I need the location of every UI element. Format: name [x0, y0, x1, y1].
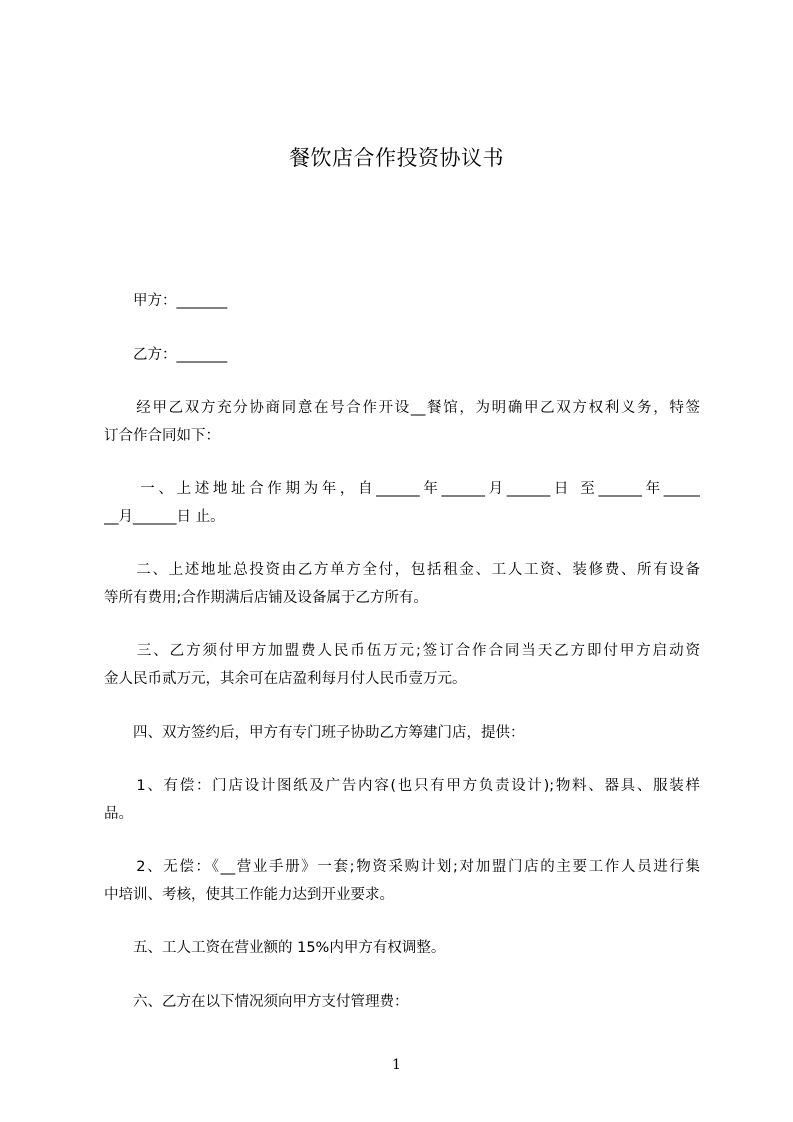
clause-5-line: 五、工人工资在营业额的 15%内甲方有权调整。 [104, 940, 446, 956]
clause-1-line-1: 一、上述地址合作期为年，自______年______月______日 至______年_____ [104, 481, 700, 497]
item-1-line-1: 1、有偿：门店设计图纸及广告内容(也只有甲方负责设计);物料、器具、服装样 [104, 778, 700, 794]
clause-4-line: 四、双方签约后，甲方有专门班子协助乙方筹建门店，提供： [104, 725, 525, 741]
page-number: 1 [392, 1057, 401, 1073]
clause-6-line: 六、乙方在以下情况须向甲方支付管理费： [104, 994, 409, 1010]
clause-1-line-2: __月______日 止。 [104, 509, 225, 525]
clause-3-line-2: 金人民币贰万元，其余可在店盈利每月付人民币壹万元。 [104, 671, 467, 687]
document-title: 餐饮店合作投资协议书 [289, 146, 504, 170]
item-2-line-2: 中培训、考核，使其工作能力达到开业要求。 [104, 887, 394, 903]
party-a-line: 甲方：_______ [104, 293, 228, 309]
preamble-line-2: 订合作合同如下： [104, 428, 220, 444]
clause-2-line-1: 二、上述地址总投资由乙方单方全付，包括租金、工人工资、装修费、所有设备 [104, 562, 700, 578]
clause-2-line-2: 等所有费用;合作期满后店铺及设备属于乙方所有。 [104, 590, 428, 606]
party-b-line: 乙方：_______ [104, 347, 228, 363]
clause-3-line-1: 三、乙方须付甲方加盟费人民币伍万元;签订合作合同当天乙方即付甲方启动资 [104, 643, 700, 659]
item-1-line-2: 品。 [104, 806, 133, 822]
item-2-line-1: 2、无偿：《__营业手册》一套;物资采购计划;对加盟门店的主要工作人员进行集 [104, 859, 700, 875]
preamble-line-1: 经甲乙双方充分协商同意在号合作开设__餐馆，为明确甲乙双方权利义务，特签 [104, 400, 700, 416]
